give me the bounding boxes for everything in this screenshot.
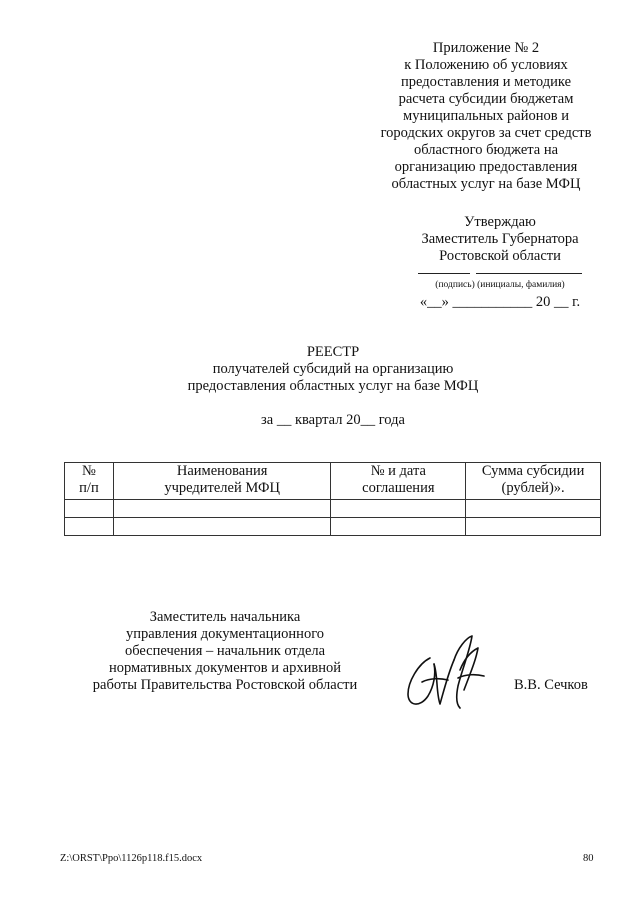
table-cell (331, 518, 466, 536)
approval-date-line: «__» ___________ 20 __ г. (419, 294, 581, 310)
appendix-line: организацию предоставления (394, 159, 578, 175)
signature-underline (418, 273, 470, 274)
registry-heading (150, 344, 516, 429)
appendix-line: областного бюджета на (413, 142, 559, 158)
appendix-line: городских округов за счет средств (380, 125, 592, 141)
approval-signature-lines (400, 259, 600, 275)
registry-title: РЕЕСТР (306, 344, 360, 360)
registry-period: за __ квартал 20__ года (261, 412, 405, 428)
page-number: 80 (583, 853, 594, 864)
appendix-line: областных услуг на базе МФЦ (391, 176, 581, 192)
signatory-position (80, 609, 370, 694)
position-line: управления документационного (125, 626, 325, 642)
column-header-agreement: № и дата соглашения (331, 463, 466, 500)
signature-caption: (подпись) (инициалы, фамилия) (435, 280, 565, 290)
table-cell (65, 500, 114, 518)
appendix-line: расчета субсидии бюджетам (398, 91, 574, 107)
approval-line: Ростовской области (439, 248, 561, 264)
file-path: Z:\ORST\Ppo\1126p118.f15.docx (60, 853, 203, 864)
approval-line: Заместитель Губернатора (421, 231, 579, 247)
signer-name: В.В. Сечков (514, 677, 588, 693)
table-cell (331, 500, 466, 518)
name-underline (476, 273, 582, 274)
registry-subtitle-line: получателей субсидий на организацию (212, 361, 454, 377)
column-header-number: № п/п (65, 463, 114, 500)
column-header-amount: Сумма субсидии (рублей)». (466, 463, 601, 500)
table-cell (65, 518, 114, 536)
position-line: Заместитель начальника (149, 609, 301, 625)
appendix-header (360, 40, 612, 193)
appendix-line: к Положению об условиях (404, 57, 568, 73)
table-cell (466, 500, 601, 518)
table-cell (113, 518, 331, 536)
table-header-row (65, 463, 601, 500)
table-cell (113, 500, 331, 518)
table-row (65, 518, 601, 536)
approval-line: Утверждаю (464, 214, 536, 230)
appendix-line: Приложение № 2 (432, 40, 540, 56)
registry-subtitle-line: предоставления областных услуг на базе МФЦ (187, 378, 479, 394)
appendix-line: предоставления и методике (401, 74, 571, 90)
position-line: работы Правительства Ростовской области (92, 677, 358, 693)
table-cell (466, 518, 601, 536)
approval-block (400, 214, 600, 265)
position-line: обеспечения – начальник отдела (124, 643, 326, 659)
column-header-founders: Наименования учредителей МФЦ (113, 463, 331, 500)
registry-table (64, 462, 601, 536)
position-line: нормативных документов и архивной (109, 660, 341, 676)
appendix-line: муниципальных районов и (403, 108, 569, 124)
table-row (65, 500, 601, 518)
handwritten-signature (400, 630, 490, 712)
